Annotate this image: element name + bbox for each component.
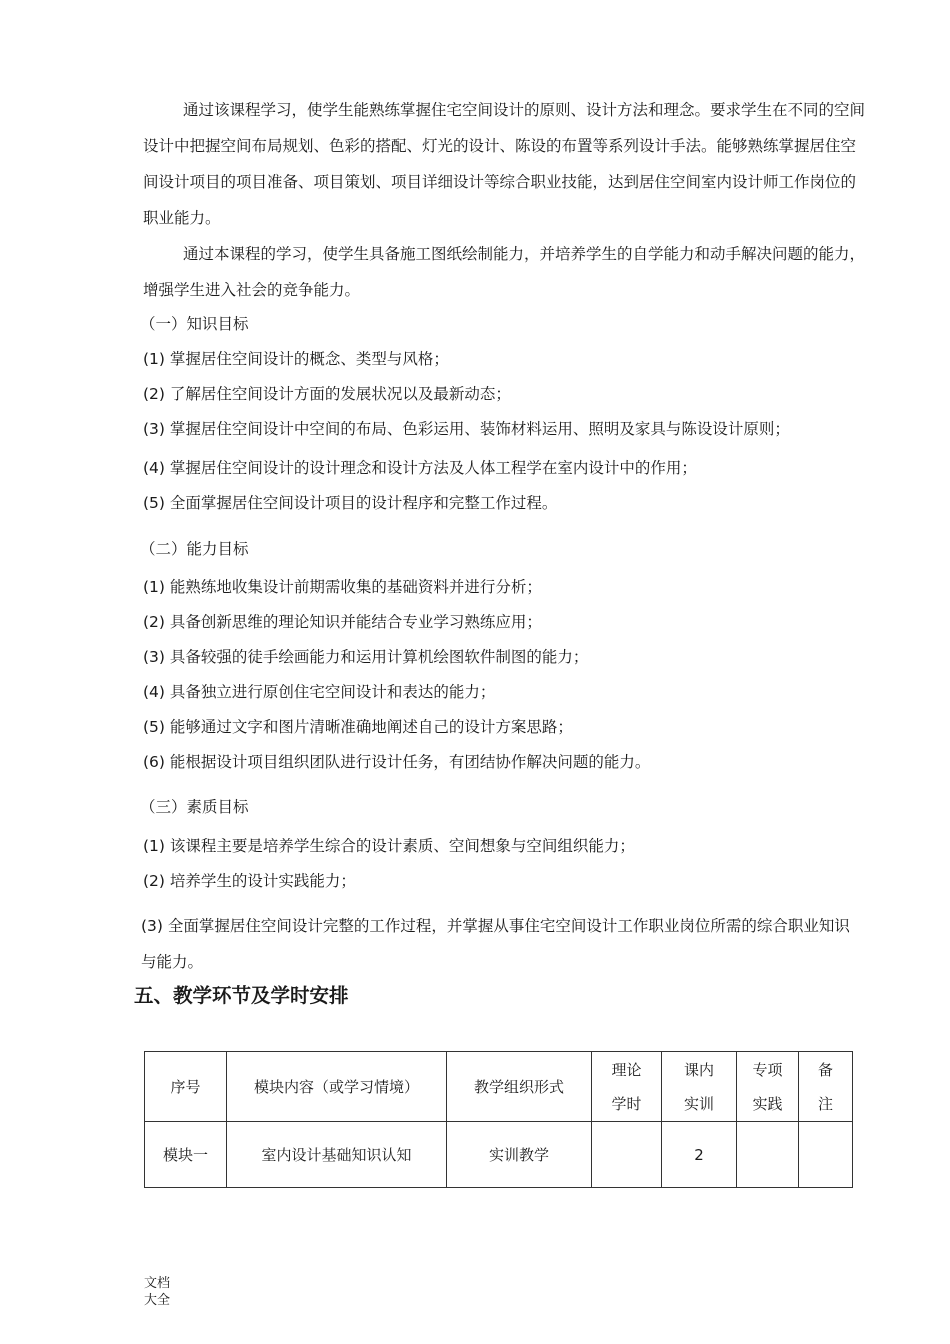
cell-note [799, 1122, 853, 1188]
header-special-practice: 专项 实践 [737, 1052, 799, 1122]
table-row [145, 1122, 853, 1188]
ability-item: (4) 具备独立进行原创住宅空间设计和表达的能力； [143, 683, 496, 701]
knowledge-item: (2) 了解居住空间设计方面的发展状况以及最新动态； [143, 385, 511, 403]
quality-title: （三）素质目标 [140, 798, 249, 816]
knowledge-item: (3) 掌握居住空间设计中空间的布局、色彩运用、装饰材料运用、照明及家具与陈设设计原则； [143, 420, 790, 438]
cell-seq: 模块一 [145, 1122, 227, 1188]
header-theory-hours: 理论 学时 [592, 1052, 662, 1122]
quality-item: (1) 该课程主要是培养学生综合的设计素质、空间想象与空间组织能力； [143, 837, 635, 855]
ability-title: （二）能力目标 [140, 540, 249, 558]
quality-item-3: (3) 全面掌握居住空间设计完整的工作过程，并掌握从事住宅空间设计工作职业岗位所需的综合职业知识与能力。 [141, 917, 850, 971]
knowledge-item: (1) 掌握居住空间设计的概念、类型与风格； [143, 350, 449, 368]
section-heading: 五、教学环节及学时安排 [134, 984, 349, 1007]
cell-lab: 2 [662, 1122, 737, 1188]
cell-practice [737, 1122, 799, 1188]
knowledge-item: (4) 掌握居住空间设计的设计理念和设计方法及人体工程学在室内设计中的作用； [143, 459, 697, 477]
schedule-table [144, 1051, 853, 1188]
header-note: 备 注 [799, 1052, 853, 1122]
ability-item: (2) 具备创新思维的理论知识并能结合专业学习熟练应用； [143, 613, 542, 631]
intro-paragraph-2: 通过本课程的学习，使学生具备施工图纸绘制能力，并培养学生的自学能力和动手解决问题的能力，增强学生进入社会的竞争能力。 [143, 245, 866, 299]
header-module: 模块内容（或学习情境） [227, 1052, 447, 1122]
ability-item: (5) 能够通过文字和图片清晰准确地阐述自己的设计方案思路； [143, 718, 573, 736]
cell-theory [592, 1122, 662, 1188]
intro-paragraph-1: 通过该课程学习，使学生能熟练掌握住宅空间设计的原则、设计方法和理念。要求学生在不同的空间设计中把握空间布局规划、色彩的搭配、灯光的设计、陈设的布置等系列设计手法。能够熟练掌握居住空间设计项目的项目准备、项目策划、项目详细设计等综合职业技能，达到居住空间室内设计师工作岗位的职业能力。 [143, 101, 866, 227]
cell-module: 室内设计基础知识认知 [227, 1122, 447, 1188]
header-lab-training: 课内 实训 [662, 1052, 737, 1122]
header-seq: 序号 [145, 1052, 227, 1122]
ability-item: (6) 能根据设计项目组织团队进行设计任务，有团结协作解决问题的能力。 [143, 753, 651, 771]
cell-form: 实训教学 [447, 1122, 592, 1188]
quality-item: (2) 培养学生的设计实践能力； [143, 872, 356, 890]
knowledge-title: （一）知识目标 [140, 315, 249, 333]
page-footer: 文档大全 [144, 1276, 171, 1308]
knowledge-item: (5) 全面掌握居住空间设计项目的设计程序和完整工作过程。 [143, 494, 558, 512]
ability-item: (1) 能熟练地收集设计前期需收集的基础资料并进行分析； [143, 578, 542, 596]
ability-item: (3) 具备较强的徒手绘画能力和运用计算机绘图软件制图的能力； [143, 648, 589, 666]
table-header-row [145, 1052, 853, 1122]
header-form: 教学组织形式 [447, 1052, 592, 1122]
